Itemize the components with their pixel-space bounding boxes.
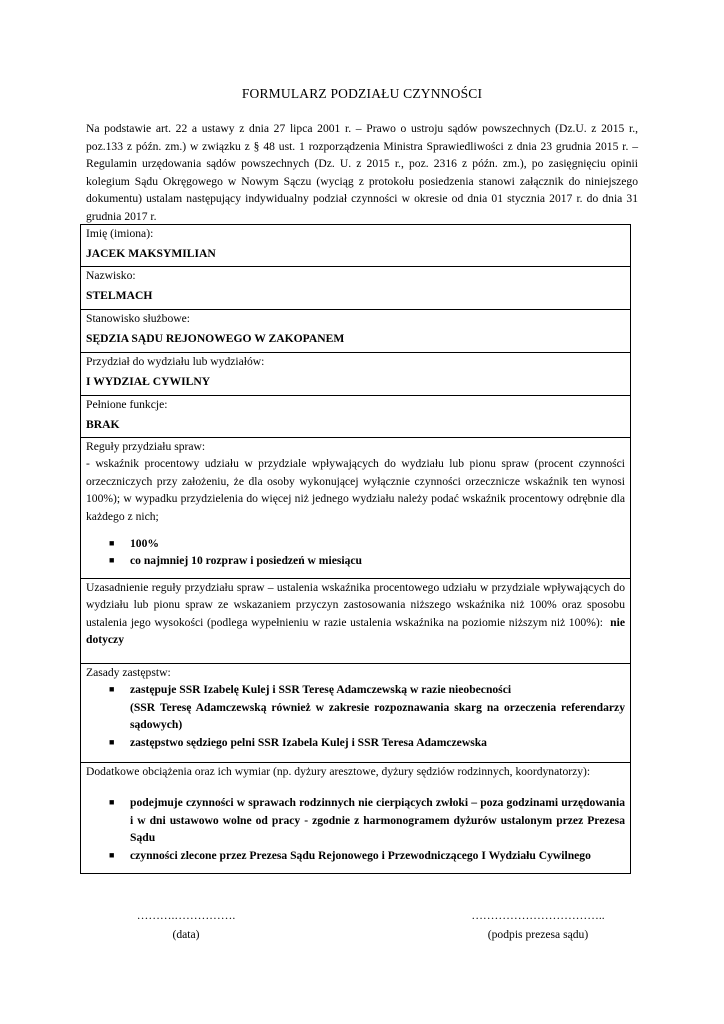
functions-row: [81, 396, 631, 438]
list-item: ■ zastępstwo sędziego pelni SSR Izabela Kulej i SSR Teresa Adamczewska: [86, 734, 625, 751]
justification-text: Uzasadnienie reguły przydziału spraw – ustalenia wskaźnika procentowego udziału w przydziale wpływających do wydziału lub pionu spraw ze wskazaniem przyczyn zastosowania niższego wskaźnika niż 100% oraz sposobu ustalenia jego wysokości (podlega wypełnieniu w razie ustalenia wskaźnika na poziomie niższym niż 100%): nie dotyczy: [86, 581, 625, 647]
additional-duties-list: [86, 794, 625, 864]
substitution-item-continuation: (SSR Teresę Adamczewską również w zakresie rozpoznawania skarg na orzeczenia referendarzy sądowych): [130, 700, 625, 732]
list-item: ■ czynności zlecone przez Prezesa Sądu Rejonowego i Przewodniczącego I Wydziału Cywilnego: [86, 847, 625, 864]
surname-value: STELMACH: [86, 289, 153, 302]
date-label: (data): [172, 928, 200, 941]
square-bullet-icon: ■: [109, 797, 115, 808]
signature-label: (podpis prezesa sądu): [487, 928, 589, 941]
square-bullet-icon: ■: [109, 538, 115, 549]
square-bullet-icon: ■: [109, 736, 115, 747]
additional-duties-label: Dodatkowe obciążenia oraz ich wymiar (np. dyżury aresztowe, dyżury sędziów rodzinnych, koordynatorzy):: [86, 765, 591, 778]
allocation-rules-row: [81, 438, 631, 579]
substitution-label: Zasady zastępstw:: [86, 666, 171, 679]
position-value: SĘDZIA SĄDU REJONOWEGO W ZAKOPANEM: [86, 332, 345, 345]
substitution-row: [81, 664, 631, 763]
position-row: [81, 310, 631, 353]
first-name-value: JACEK MAKSYMILIAN: [86, 247, 216, 260]
department-value: I WYDZIAŁ CYWILNY: [86, 375, 211, 388]
justification-value: nie dotyczy: [86, 615, 625, 647]
list-item: ■ 100%: [86, 535, 625, 552]
square-bullet-icon: ■: [109, 684, 115, 695]
additional-duties-row: [81, 763, 631, 874]
date-signature-block: [130, 906, 242, 944]
position-label: Stanowisko służbowe:: [86, 312, 191, 325]
square-bullet-icon: ■: [109, 555, 115, 566]
name-row: [81, 225, 631, 267]
justification-row: [81, 579, 631, 664]
signature-dots: ……………………………..: [471, 909, 605, 922]
square-bullet-icon: ■: [109, 849, 115, 860]
assignment-form-table: [80, 224, 631, 874]
intro-paragraph: Na podstawie art. 22 a ustawy z dnia 27 lipca 2001 r. – Prawo o ustroju sądów powszechnych (Dz.U. z 2015 r., poz.133 z późn. zm.) w związku z § 48 ust. 1 rozporządzenia Ministra Sprawiedliwości z dnia 23 grudnia 2015 r. – Regulamin urzędowania sądów powszechnych (Dz. U. z 2015 r., poz. 2316 z późn. zm.), po zasięgnięciu opinii kolegium Sądu Okręgowego w Nowym Sączu (wyciąg z protokołu posiedzenia stanowi załącznik do niniejszego dokumentu) ustalam następujący indywidualny podział czynności w okresie od dnia 01 stycznia 2017 r. do dnia 31 grudnia 2017 r.: [86, 122, 638, 223]
department-row: [81, 353, 631, 396]
list-item: ■ zastępuje SSR Izabelę Kulej i SSR Teresę Adamczewską w razie nieobecności (SSR Teresę Adamczewską również w zakresie rozpoznawania skarg na orzeczenia referendarzy sądowych): [86, 681, 625, 733]
functions-label: Pełnione funkcje:: [86, 398, 168, 411]
functions-value: BRAK: [86, 418, 120, 431]
date-dots: ……….…………….: [136, 909, 236, 922]
allocation-rules-list: [86, 535, 625, 570]
surname-row: [81, 267, 631, 310]
substitution-list: [86, 681, 625, 751]
surname-label: Nazwisko:: [86, 269, 136, 282]
allocation-rules-text: - wskaźnik procentowy udziału w przydziale wpływających do wydziału lub pionu spraw (procent czynności orzeczniczych przy założeniu, że dla osoby wykonującej wyłącznie czynności orzecznicze wskaźnik ten wynosi 100%); w wypadku przydzielenia do więcej niż jednego wydziału należy podać wskaźnik procentowy odrębnie dla każdego z nich;: [86, 457, 625, 523]
allocation-rules-label: Reguły przydziału spraw:: [86, 440, 206, 453]
list-item: ■ podejmuje czynności w sprawach rodzinnych nie cierpiących zwłoki – poza godzinami urzędowania i w dni ustawowo wolne od pracy - zgodnie z harmonogramem dyżurów ustalonym przez Prezesa Sądu: [109, 796, 625, 845]
president-signature-block: [452, 906, 624, 944]
list-item: ■ co najmniej 10 rozpraw i posiedzeń w miesiącu: [86, 552, 625, 569]
document-title: FORMULARZ PODZIAŁU CZYNNOŚCI: [241, 86, 483, 101]
department-label: Przydział do wydziału lub wydziałów:: [86, 355, 265, 368]
first-name-label: Imię (imiona):: [86, 227, 154, 240]
